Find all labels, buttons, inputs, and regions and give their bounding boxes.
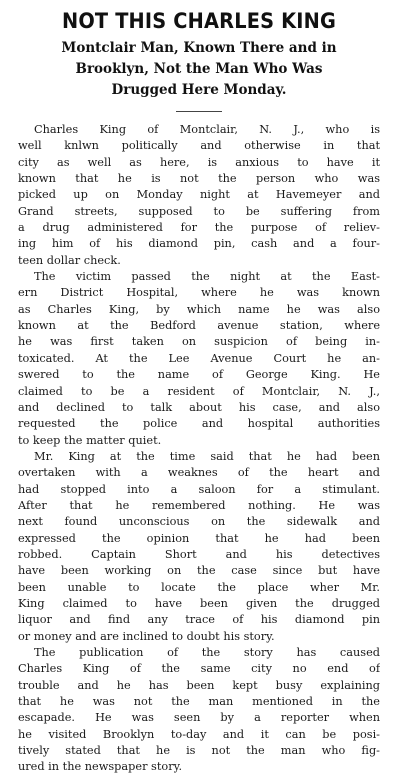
article-line: swered to the name of George King. He xyxy=(18,368,380,382)
article-line: known at the Bedford avenue station, where xyxy=(18,319,380,333)
paragraph xyxy=(18,449,380,645)
article-line: overtaken with a weaknes of the heart and xyxy=(18,466,380,480)
article-line: claimed to be a resident of Montclair, N. J., xyxy=(18,384,380,398)
article-line: robbed. Captain Short and his detectives xyxy=(18,547,380,561)
article-line: ured in the newspaper story. xyxy=(18,760,183,774)
article-line: trouble and he has been kept busy explaining xyxy=(18,678,380,692)
article-line: ing him of his diamond pin, cash and a four- xyxy=(18,237,380,251)
article-line: been unable to locate the place wher Mr. xyxy=(18,580,380,594)
article-line: After that he remembered nothing. He was xyxy=(18,498,380,512)
deck-line: Drugged Here Monday. xyxy=(111,82,287,98)
article-line: as Charles King, by which name he was also xyxy=(18,302,380,316)
divider-rule xyxy=(176,111,222,112)
article-line: tively stated that he is not the man who fig- xyxy=(18,744,380,758)
paragraph xyxy=(18,645,380,776)
deck-line: Montclair Man, Known There and in xyxy=(61,40,337,56)
deck-line: Brooklyn, Not the Man Who Was xyxy=(75,61,323,77)
article-line: picked up on Monday night at Havemeyer and xyxy=(18,188,380,202)
article-line: to keep the matter quiet. xyxy=(18,433,162,447)
article-line: Charles King of the same city no end of xyxy=(18,662,380,676)
article-line: a drug administered for the purpose of reliev- xyxy=(18,221,380,235)
article-line: ern District Hospital, where he was known xyxy=(18,286,380,300)
headline: NOT THIS CHARLES KING xyxy=(61,9,337,33)
article-line: he visited Brooklyn to-day and it can be posi- xyxy=(18,727,380,741)
article-line: and declined to talk about his case, and also xyxy=(18,400,380,414)
paragraph xyxy=(18,122,380,269)
paragraph xyxy=(18,269,380,449)
article-line: known that he is not the person who was xyxy=(18,172,380,186)
article-line: that he was not the man mentioned in the xyxy=(18,695,380,709)
article-line: The victim passed the night at the East- xyxy=(34,270,380,284)
article-body xyxy=(18,122,380,776)
article-line: or money and are inclined to doubt his story. xyxy=(18,629,275,643)
article-line: city as well as here, is anxious to have it xyxy=(18,155,380,169)
article-line: toxicated. At the Lee Avenue Court he an- xyxy=(18,351,380,365)
article-line: The publication of the story has caused xyxy=(34,646,380,659)
article-line: Mr. King at the time said that he had been xyxy=(34,449,380,463)
article-line: had stopped into a saloon for a stimulant. xyxy=(18,482,380,496)
article-line: he was first taken on suspicion of being in- xyxy=(18,335,380,349)
article-line: liquor and find any trace of his diamond pin xyxy=(18,613,380,627)
article-line: well knlwn politically and otherwise in that xyxy=(18,139,380,153)
article-line: teen dollar check. xyxy=(18,253,121,267)
article-line: Grand streets, supposed to be suffering from xyxy=(18,204,380,218)
article-line: escapade. He was seen by a reporter when xyxy=(18,711,380,725)
deck xyxy=(18,38,380,101)
article-line: requested the police and hospital authorities xyxy=(18,417,380,431)
article-line: King claimed to have been given the drugged xyxy=(18,596,380,610)
article-line: Charles King of Montclair, N. J., who is xyxy=(34,123,380,136)
article-line: next found unconscious on the sidewalk and xyxy=(18,515,380,529)
article-line: expressed the opinion that he had been xyxy=(18,531,380,545)
article-line: have been working on the case since but have xyxy=(18,564,380,578)
